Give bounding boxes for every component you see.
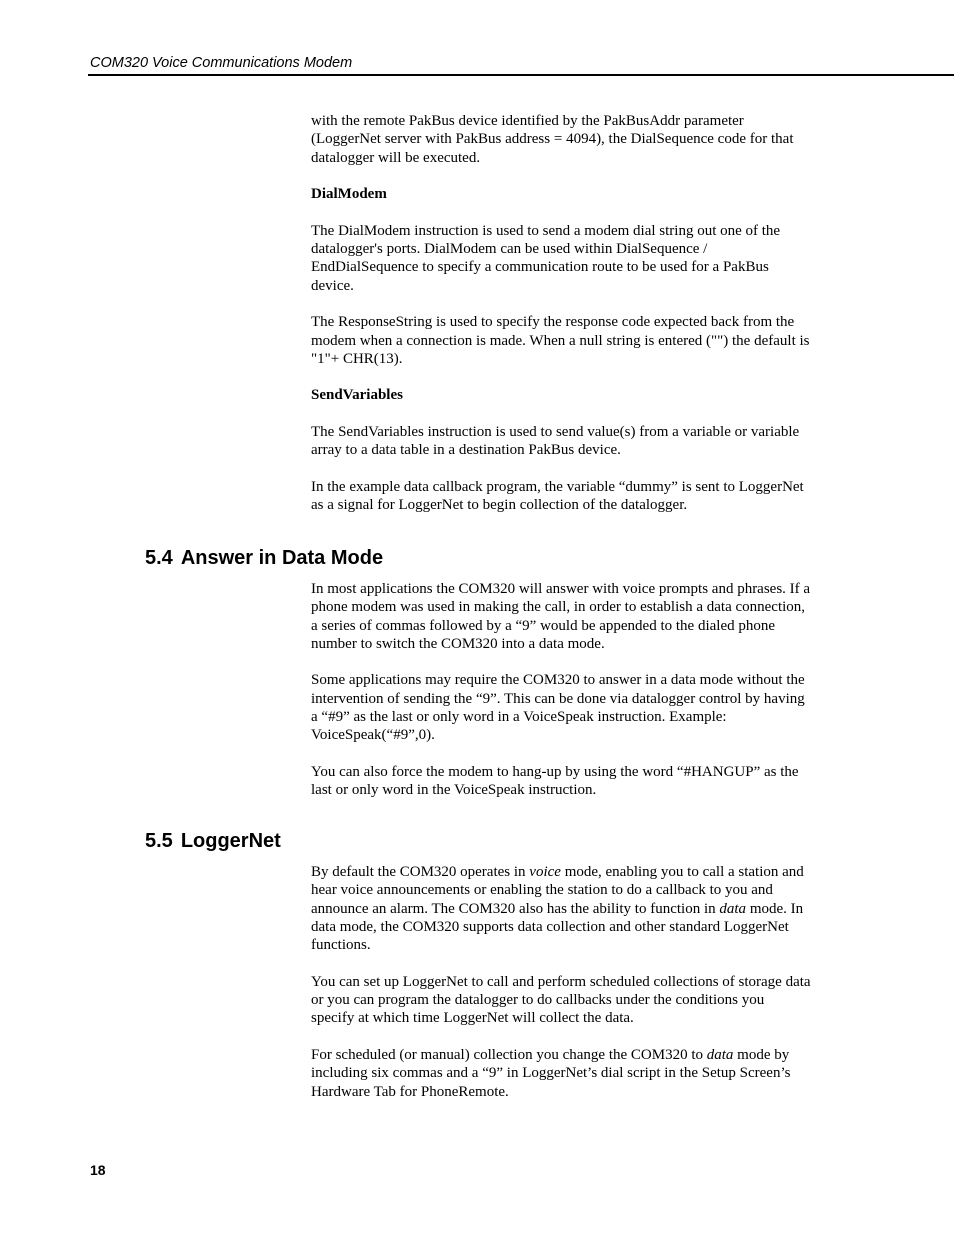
section-number: 5.4 [145,547,173,569]
section-5-5-body [311,863,811,1101]
text-run: mode by including six commas and a “9” in LoggerNet’s dial script in the Setup Screen’s Hardware Tab for PhoneRemote. [311,1046,791,1100]
loggernet-paragraph-3 [311,1046,811,1101]
section-title: Answer in Data Mode [180,547,384,569]
responsestring-paragraph: The ResponseString is used to specify the response code expected back from the modem when a connection is made. When a null string is entered ("") the default is "1"+ CHR(13). [311,314,810,367]
text-run: mode. In data mode, the COM320 supports data collection and other standard LoggerNet functions. [311,900,804,954]
text-run: For scheduled (or manual) collection you change the COM320 to [311,1046,707,1063]
text-run: By default the COM320 operates in [311,864,530,880]
sendvariables-paragraph: The SendVariables instruction is used to send value(s) from a variable or variable array to a data table in a destination PakBus device. [311,424,800,459]
text-run: mode, enabling you to call a station and hear voice announcements or enabling the station to do a callback to you and announce an alarm. The COM320 also has the ability to function in [311,864,804,917]
continuation-paragraph: with the remote PakBus device identified by the PakBusAddr parameter (LoggerNet server with PakBus address = 4094), the DialSequence code for that datalogger will be executed. [311,113,794,166]
header-rule [88,74,954,76]
loggernet-paragraph-1 [311,863,811,954]
section-number: 5.5 [145,830,173,852]
dialmodem-paragraph: The DialModem instruction is used to send a modem dial string out one of the datalogger's ports. DialModem can be used within DialSequence / EndDialSequence to specify a communication route to be used for a PakBus device. [311,222,781,294]
dialmodem-subheading: DialModem [311,186,387,203]
emphasis-data: data [719,900,747,917]
callback-example-paragraph: In the example data callback program, the variable “dummy” is sent to LoggerNet as a signal for LoggerNet to begin collection of the datalogger. [311,478,804,514]
section-title: LoggerNet [180,830,281,852]
section-5-5-heading [145,829,281,853]
emphasis-data: data [706,1046,734,1063]
section-5-4-heading [145,546,383,570]
answer-paragraph-1: In most applications the COM320 will answer with voice prompts and phrases. If a phone modem was used in making the call, in order to establish a data connection, a series of commas followed by a “9” would be appended to the dialed phone number to switch the COM320 into a data mode. [311,581,811,652]
answer-paragraph-2: Some applications may require the COM320 to answer in a data mode without the intervention of sending the “9”. This can be done via datalogger control by having a “#9” as the last or only word in a VoiceSpeak instruction. Example: VoiceSpeak(“#9”,0). [311,672,805,744]
sendvariables-subheading: SendVariables [311,387,403,404]
loggernet-paragraph-2: You can set up LoggerNet to call and perform scheduled collections of storage data or you can program the datalogger to do callbacks under the conditions you specify at which time LoggerNet will collect the data. [311,973,811,1027]
answer-paragraph-3: You can also force the modem to hang-up by using the word “#HANGUP” as the last or only word in the VoiceSpeak instruction. [311,763,799,799]
running-header: COM320 Voice Communications Modem [90,55,353,71]
emphasis-voice: voice [529,864,561,880]
page-number: 18 [90,1162,106,1178]
intro-column [311,112,811,515]
section-5-4-body [311,580,811,800]
